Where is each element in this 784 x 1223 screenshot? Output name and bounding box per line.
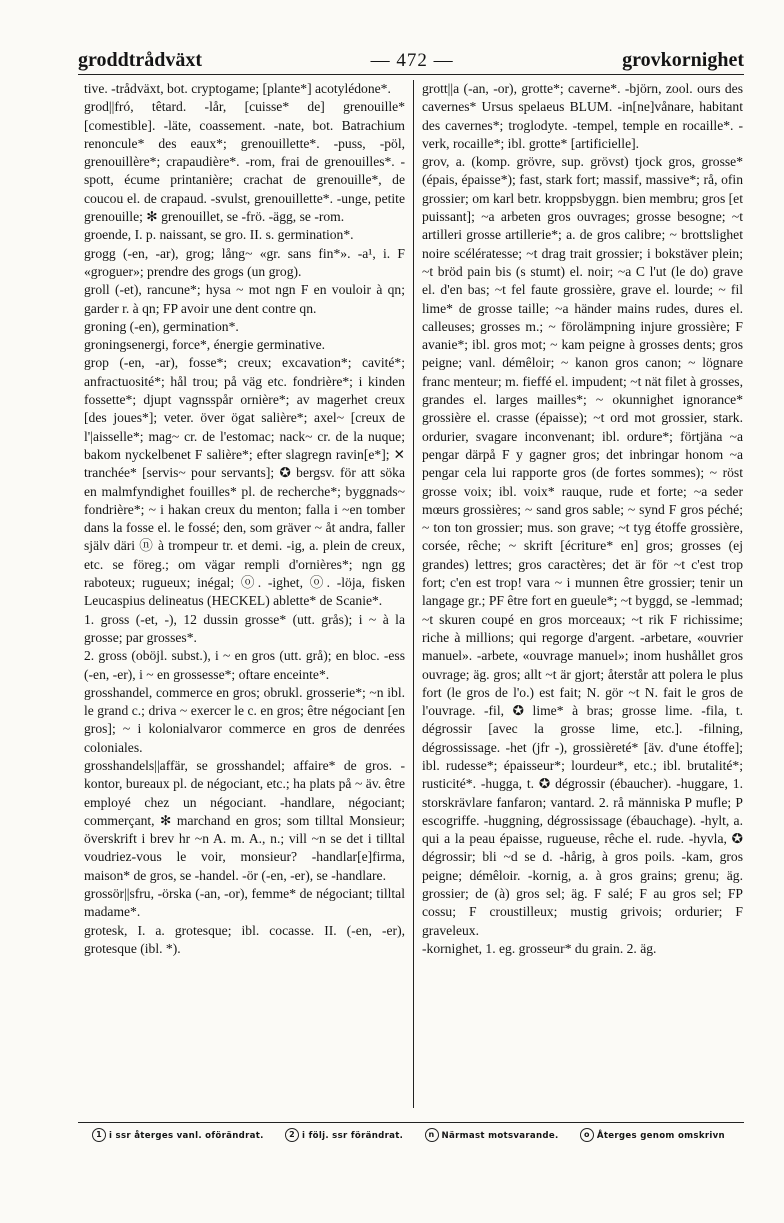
circled-n-icon: n xyxy=(425,1128,439,1142)
entry: grop (-en, -ar), fosse*; creux; excavation*; cavité*; anfractuosité*; hål trou; på väg etc. fondrière*; i kinden fossette*; djupt vagnsspår ornière*; av magerhet creux [des joues*]; veter. över ögat salière*; axel~ [creux de l'|aisselle*; mag~ cr. de l'estomac; nack~ cr. de la nuque; bakom nyckelbenet F salière*; efter slagregn ravin[e*]; ✕ tranchée* [servis~ pour servants]; ✪ bergsv. för att söka en malmfyndighet fouilles* pl. de recherche*; byggnads~ fondrière*; ~ i hakan creux du menton; falla i ~en tomber dans la fosse el. le fossé; den, som gräver ~ åt andra, faller själv däri ⓝ à trompeur tr. et demi. -ig, a. plein de creux, etc. se föreg.; om vägar rempli d'ornières*; ngn gg raboteux; rugueux; inégal; ⓞ. -ighet, ⓞ. -löja, fisken Leucaspius delineatus (HECKEL) ablette* de Scanie*. xyxy=(84,355,405,609)
footer-rule xyxy=(78,1122,744,1123)
circled-1-icon: 1 xyxy=(92,1128,106,1142)
entry: 2. gross (oböjl. subst.), i ~ en gros (utt. grå); en bloc. -ess (-en, -er), i ~ en grossesse*; oftare enceinte*. xyxy=(84,648,405,682)
legend-item xyxy=(425,1131,559,1141)
legend-text: Närmast motsvarande. xyxy=(441,1130,559,1141)
legend-item xyxy=(285,1131,403,1141)
header-right-guide-word: grovkornighet xyxy=(622,49,744,71)
header-rule xyxy=(78,74,744,75)
entry: grosshandel, commerce en gros; obrukl. grosserie*; ~n ibl. le grand c.; driva ~ exercer le c. en gros; être négociant [en gros]; ~ i kolonialvaror commerce en gros de denrées coloniales. xyxy=(84,684,405,755)
legend-item xyxy=(92,1131,264,1141)
entry: 1. gross (-et, -), 12 dussin grosse* (utt. grås); i ~ à la grosse; par grosses*. xyxy=(84,611,405,645)
column-divider xyxy=(413,80,414,1108)
entry: tive. -trådväxt, bot. cryptogame; [plante*] acotylédone*. xyxy=(84,81,391,96)
entry: grossör||sfru, -örska (-an, -or), femme* de négociant; tilltal madame*. xyxy=(84,886,405,920)
circled-2-icon: 2 xyxy=(285,1128,299,1142)
running-header xyxy=(78,38,744,72)
header-left-guide-word: groddtrådväxt xyxy=(78,49,203,71)
entry: groll (-et), rancune*; hysa ~ mot ngn F en vouloir à qn; garder r. à qn; FP avoir une dent contre qn. xyxy=(84,282,405,316)
entry: groning (-en), germination*. xyxy=(84,318,239,334)
entry: groende, I. p. naissant, se gro. II. s. germination*. xyxy=(84,227,354,243)
circled-o-icon: o xyxy=(580,1128,594,1142)
footnote-legend xyxy=(92,1128,744,1142)
entry: grod||fró, têtard. -lår, [cuisse* de] grenouille* [comestible]. -läte, coassement. -nate, bot. Batrachium renoncule* des eaux*; grenouillette*. -puss, -pöl, grenouillère*; crapaudière*. -rom, frai de grenouilles*. -spott, écume printanière; crachat de grenouille*, de coucou el. de crapaud. -svulst, grenouillette*. -unge, petite grenouille; ✻ grenouillet, se -frö. -ägg, se -rom. xyxy=(84,99,405,225)
entry: grogg (-en, -ar), grog; lång~ «gr. sans fin*». -a¹, i. F «groguer»; prendre des grogs (un grog). xyxy=(84,245,405,279)
entry: grov, a. (komp. grövre, sup. grövst) tjock gros, grosse* (épais, épaisse*); fast, stark fort; massif, massive*; rå, ofin grossier; om karl betr. kroppsbyggn. bien membru; gros [et puissant]; ~a arbeten gros ouvrages; grosse besogne; ~t artilleri grosse artillerie*; a. de gros calibre; ~ brottslighet noire scélératesse; ~t drag trait grossier; i bokstäver plein; ~t bröd pain bis (s stumt) el. noir; ~a C l'ut (le do) grave el. d'en bas; ~t fel faute grossière, grave el. lourde; ~ fil lime* de grosse taille; ~a händer mains rudes, dures el. calleuses; grosses m.; ~ förolämpning injure grossière; F avanie*; ibl. gros mot; ~ kam peigne à grosses dents; gros peigne; vanl. démêloir; ~ kanon gros canon; ~ lögnare franc menteur; m. fieffé el. impudent; ~t nät filet à grosses, grandes el. larges mailles*; ~ okunnighet ignorance* grossière el. crasse (épaisse); ~t ord mot grossier, stark. ordurier, svagare inconvenant; ibl. ordure*; förtjäna ~a pengar därpå F y gagner gros; det inbringar honom ~a pengar cela lui rapporte gros (de fortes sommes); ~ röst grosse voix; ibl. voix* rauque, rude et forte; ~a seder mœurs grossières; ~ sand gros sable; ~ synd F gros péché; ~ ton ton grossier; mus. son grave; ~t tyg étoffe grossière, corsée, rêche; ~ skrift [écriture* en] gros; grosses (ej grandes) lettres; gros caractères; det är för ~t c'est trop fort; c'en est trop! vara ~ i munnen être grossier; tenir un langage gr.; PF être fort en gueule*; ~t byggd, se -lemmad; ~t skuren coupé en gros morceaux; ~t rik F richissime; riche à millions; qui regorge d'argent. -arbetare, «ouvrier manuel». -arbete, «ouvrage manuel»; inom hushållet gros ouvrage; äg. gros; allt ~t är gjort; återstår att polera le plus fort (le gros de l'o.) est fait; N. gör ~t N. fait le gros de l'ouvrage. -fil, ✪ lime* à bras; grosse lime. -fila, t. dégrossir [avec la grosse lime, etc.]. -filning, dégrossissage. -het (jfr -), grossièreté* [äv. d'une étoffe]; ibl. rudesse*; épaisseur*; lourdeur*, etc.; ibl. brutalité*; rusticité*. -hugga, t. ✪ dégrossir (ébaucher). -huggare, 1. storskrävlare fanfaron; vantard. 2. rå människa P mufle; P escogriffe. -huggning, dégrossissage (ébauchage). -hylt, a. qui a la peau épaisse, rugueuse, rêche el. rude. -hyvla, ✪ dégrossir; bli ~d se d. -hårig, à gros poils. -kam, gros peigne; démêloir. -kornig, a. à gros grains; grenu; äg. grossier; de (à) gros sel; äg. F salé; F au gros sel; FP cossu; F croustilleux; mustig grivois; ordurier; F graveleux. xyxy=(422,154,743,938)
legend-item xyxy=(580,1131,725,1141)
legend-text: Återges genom omskrivn xyxy=(596,1130,725,1141)
legend-text: i följ. ssr förändrat. xyxy=(302,1130,404,1141)
entry: grott||a (-an, -or), grotte*; caverne*. -björn, zool. ours des cavernes* Ursus spelaeus BLUM. -in[ne]vånare, habitant des cavernes*; troglodyte. -tempel, temple en rocaille*. -verk, rocaille*; ibl. grotte* [artificielle]. xyxy=(422,81,743,151)
left-column xyxy=(84,80,405,1110)
page-number: — 472 — xyxy=(370,50,454,71)
entry: grotesk, I. a. grotesque; ibl. cocasse. II. (-en, -er), grotesque (ibl. *). xyxy=(84,922,405,956)
entry: grosshandels||affär, se grosshandel; affaire* de gros. -kontor, bureaux pl. de négociant, etc.; ha plats på ~ äv. être employé chez un négociant. -handlare, négociant; commerçant, ✻ marchand en gros; som tilltal Monsieur; överskrift i brev hr ~n A. m. A., n.; vill ~n se det i tilltal voudriez-vous le voir, monsieur? -handlar[e]firma, maison* de gros, se -handel. -ör (-en, -er), se -handlare. xyxy=(84,757,405,883)
legend-text: i ssr återges vanl. oförändrat. xyxy=(109,1130,264,1141)
entry: -kornighet, 1. eg. grosseur* du grain. 2. äg. xyxy=(422,940,657,956)
right-column xyxy=(422,80,743,1110)
entry: groningsenergi, force*, énergie germinative. xyxy=(84,337,326,353)
